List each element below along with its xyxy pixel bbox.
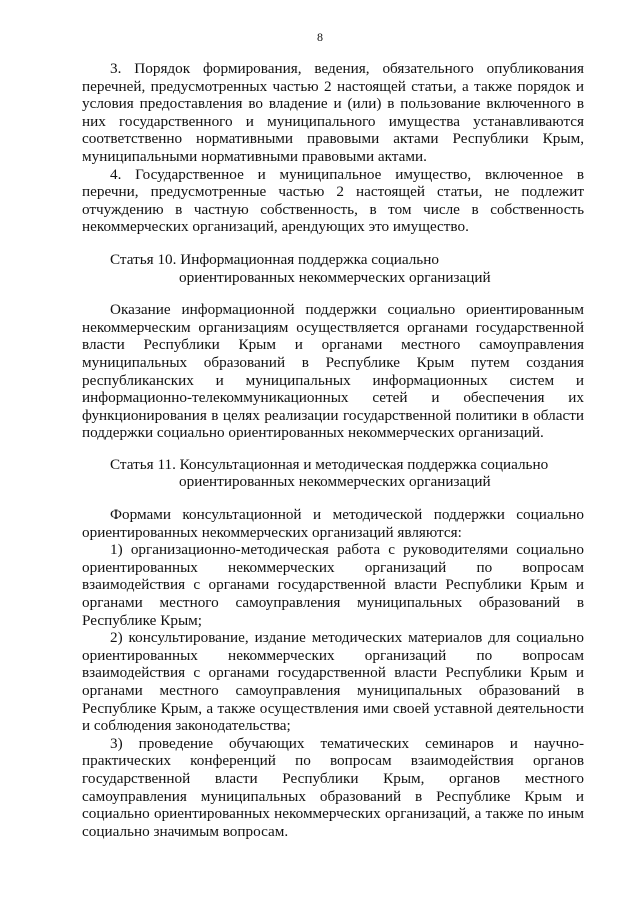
article-10-paragraph: Оказание информационной поддержки социально ориентированным некоммерческим организациям осуществляется органами государственной власти Республики Крым и органами местного самоуправления муниципальных образований в Республике Крым путем создания республиканских и муниципальных информационных систем и информационно-телекоммуникационных сетей и обеспечения их функционирования в целях реализации государственной политики в области поддержки социально ориентированных некоммерческих организаций. [82,301,584,442]
article-11-heading-line1: Статья 11. Консультационная и методическая поддержка социально [110,455,549,473]
paragraph-3: 3. Порядок формирования, ведения, обязательного опубликования перечней, предусмотренных частью 2 настоящей статьи, а также порядок и условия предоставления во владение и (или) в пользование включенного в них государственного и муниципального имущества устанавливаются соответственно нормативными правовыми актами Республики Крым, муниципальными нормативными правовыми актами. [82,60,584,165]
article-10-heading-line2: ориентированных некоммерческих организаций [179,268,491,286]
article-11-heading [110,456,584,491]
article-11-intro: Формами консультационной и методической поддержки социально ориентированных некоммерческих организаций являются: [82,506,584,541]
article-11-item-2: 2) консультирование, издание методических материалов для социально ориентированных некоммерческих организаций по вопросам взаимодействия с органами государственной власти Республики Крым и органами местного самоуправления муниципальных образований в Республике Крым, а также осуществления ими своей уставной деятельности и соблюдения законодательства; [82,629,584,735]
document-body [82,60,584,840]
article-11-item-1: 1) организационно-методическая работа с руководителями социально ориентированных некоммерческих организаций по вопросам взаимодействия с органами государственной власти Республики Крым и органами местного самоуправления муниципальных образований в Республике Крым; [82,541,584,629]
article-11-heading-line2: ориентированных некоммерческих организаций [179,473,491,491]
article-10-heading [110,251,584,286]
paragraph-4: 4. Государственное и муниципальное имущество, включенное в перечни, предусмотренные частью 2 настоящей статьи, не подлежит отчуждению в частную собственность, в том числе в собственность некоммерческих организаций, арендующих это имущество. [82,165,584,236]
page-number: 8 [317,30,323,44]
article-10-heading-line1: Статья 10. Информационная поддержка социально [110,250,439,268]
article-11-item-3: 3) проведение обучающих тематических семинаров и научно-практических конференций по вопросам взаимодействия органов государственной власти Республики Крым, органов местного самоуправления муниципальных образований в Республике Крым и социально ориентированных некоммерческих организаций, а также по иным социально значимым вопросам. [82,734,584,840]
